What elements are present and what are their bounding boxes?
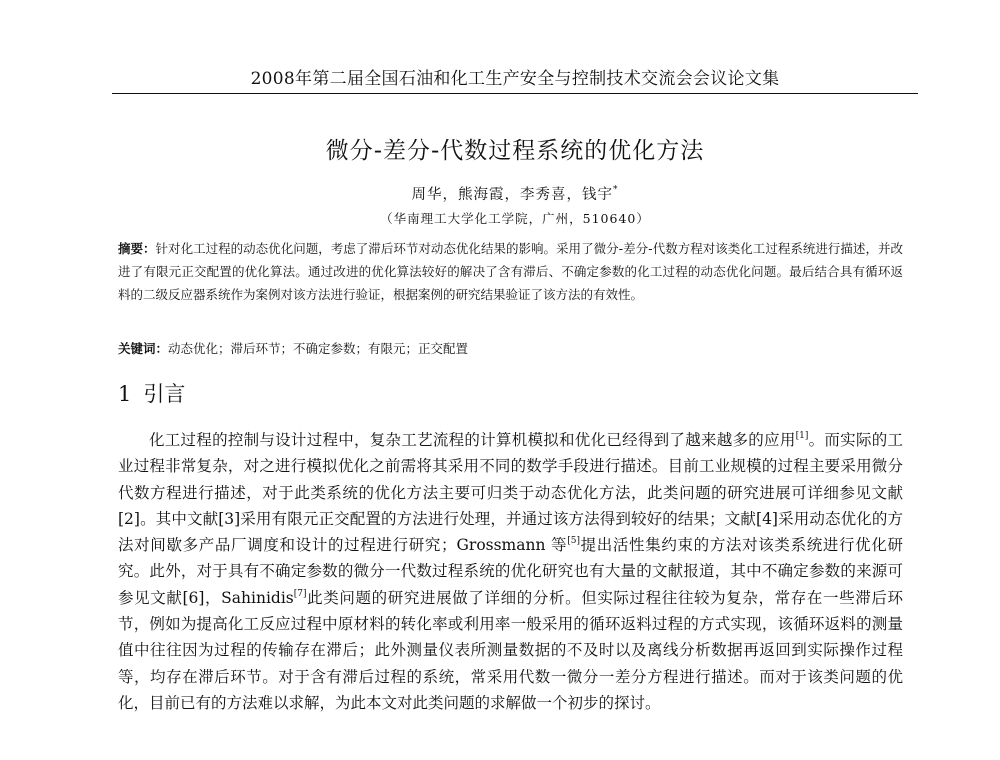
citation-5: [5]: [567, 536, 580, 547]
section-number: 1: [118, 382, 132, 406]
body-paragraph: [118, 427, 903, 716]
keywords-label: 关键词：: [118, 341, 169, 356]
citation-1: [1]: [795, 431, 809, 441]
author-line: [112, 185, 918, 205]
affiliation: （华南理工大学化工学院，广州，510640）: [380, 211, 650, 226]
abstract-label: 摘要：: [118, 241, 156, 256]
body-text-part-1: 化工过程的控制与设计过程中，复杂工艺流程的计算机模拟和优化已经得到了越来越多的应用: [149, 431, 796, 449]
authors: 周华，熊海霞，李秀喜，钱宇: [411, 187, 613, 203]
body-text-part-2: 。而实际的工业过程非常复杂，对之进行模拟优化之前需将其采用不同的数学手段进行描述。目前工业规模的过程主要采用微分代数方程进行描述，对于此类系统的优化方法主要可归类于动态优化方法，此类问题的研究进展可详细参见文献[2]。其中文献[3]采用有限元正交配置的方法进行处理，并通过该方法得到较好的结果；文献[4]采用动态优化的方法对间歇多产品厂调度和设计的过程进行研究；Grossmann 等: [118, 431, 903, 555]
running-header: 2008年第二届全国石油和化工生产安全与控制技术交流会会议论文集: [250, 69, 780, 89]
body-text-part-4: 此类问题的研究进展做了详细的分析。但实际过程往往较为复杂，常存在一些滞后环节，例如为提高化工反应过程中原材料的转化率或利用率一般采用的循环返料过程的方式实现，该循环返料的测量值中往往因为过程的传输存在滞后；此外测量仪表所测量数据的不及时以及离线分析数据再返回到实际操作过程等，均存在滞后环节。对于含有滞后过程的系统，常采用代数一微分一差分方程进行描述。而对于该类问题的优化，目前已有的方法难以求解，为此本文对此类问题的求解做一个初步的探讨。: [118, 588, 903, 712]
body-text-part-3: 提出活性集约束的方法对该类系统进行优化研究。此外，对于具有不确定参数的微分一代数过程系统的优化研究也有大量的文献报道，其中不确定参数的来源可参见文献[6]，Sahinidis: [118, 536, 903, 607]
header-rule: [112, 93, 918, 94]
section-heading: [118, 380, 197, 408]
corresponding-author-mark: *: [613, 185, 619, 195]
abstract-text: 针对化工过程的动态优化问题，考虑了滞后环节对动态优化结果的影响。采用了微分-差分-代数方程对该类化工过程系统进行描述，并改进了有限元正交配置的优化算法。通过改进的优化算法较好的解决了含有滞后、不确定参数的化工过程的动态优化问题。最后结合具有循环返料的二级反应器系统作为案例对该方法进行验证，根据案例的研究结果验证了该方法的有效性。: [118, 241, 903, 302]
keywords-text: 动态优化；滞后环节；不确定参数；有限元；正交配置: [168, 341, 469, 356]
paper-title: 微分-差分-代数过程系统的优化方法: [325, 138, 705, 164]
section-title: 引言: [143, 382, 186, 406]
abstract: [118, 237, 903, 306]
citation-7: [7]: [293, 588, 307, 599]
keywords: [118, 339, 903, 359]
